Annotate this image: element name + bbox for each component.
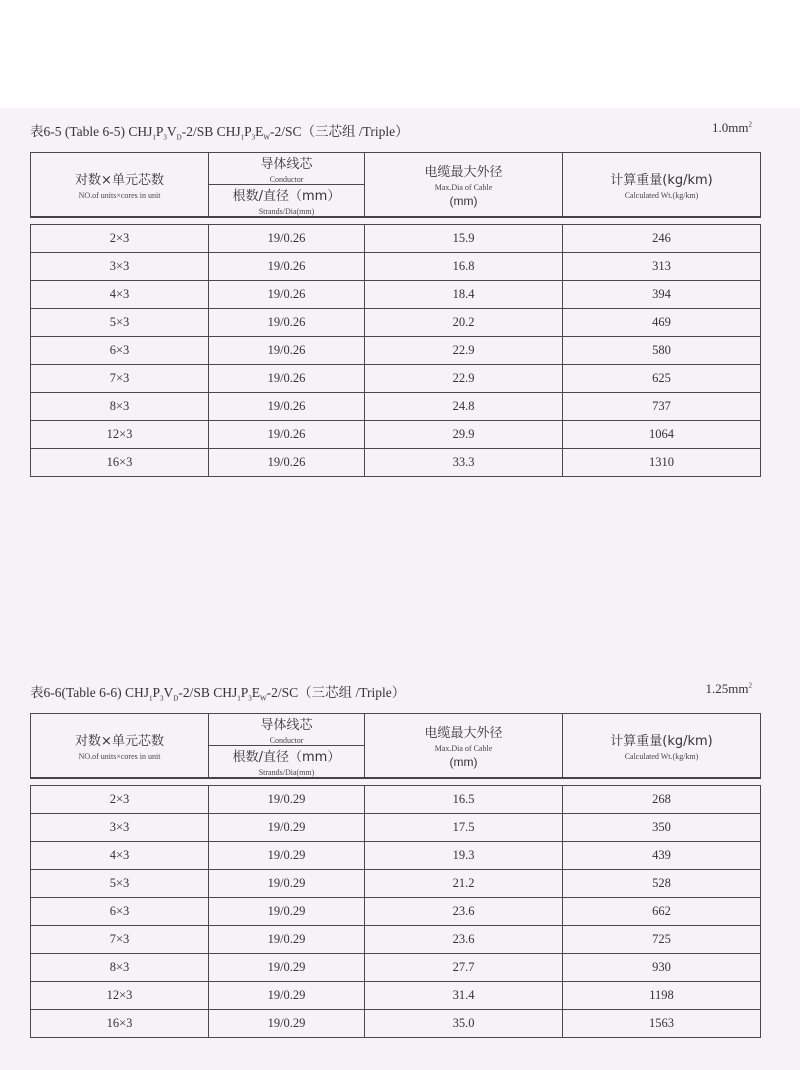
conductor-size-label <box>706 681 752 697</box>
table-row <box>31 253 761 281</box>
table-row <box>31 365 761 393</box>
title-sub: 1 <box>237 694 241 703</box>
header-max-dia <box>365 153 563 218</box>
title-part: P <box>155 124 164 139</box>
table-row <box>31 898 761 926</box>
table-cell: 662 <box>563 898 761 926</box>
table-row <box>31 393 761 421</box>
title-sub: W <box>260 694 267 703</box>
table-cell: 2×3 <box>31 225 209 253</box>
table-header <box>30 152 761 218</box>
header-en: Strands/Dia(mm) <box>258 207 315 216</box>
title-part: P <box>240 685 249 700</box>
table-cell: 16×3 <box>31 449 209 477</box>
title-sub: 3 <box>163 133 167 142</box>
table-row <box>31 954 761 982</box>
table-row <box>31 449 761 477</box>
table-body <box>30 224 761 477</box>
table-row <box>31 870 761 898</box>
table-cell: 580 <box>563 337 761 365</box>
unit-sup: 2 <box>748 681 752 690</box>
table-cell: 23.6 <box>365 898 563 926</box>
header-en: Max.Dia of Cable <box>434 744 493 753</box>
table-cell: 350 <box>563 814 761 842</box>
table-cell: 268 <box>563 786 761 814</box>
unit-value: 1.0mm <box>712 120 749 135</box>
table-cell: 16.5 <box>365 786 563 814</box>
table-cell: 19/0.29 <box>209 786 365 814</box>
table-cell: 19/0.26 <box>209 393 365 421</box>
table-cell: 35.0 <box>365 1010 563 1038</box>
title-sub: 1 <box>240 133 245 142</box>
header-pairs-cores <box>31 714 209 779</box>
table-cell: 246 <box>563 225 761 253</box>
header-unit: (mm) <box>449 755 478 769</box>
table-cell: 19/0.26 <box>209 253 365 281</box>
table-cell: 19.3 <box>365 842 563 870</box>
table-cell: 19/0.26 <box>209 309 365 337</box>
table-cell: 21.2 <box>365 870 563 898</box>
title-sub: 1 <box>149 694 153 703</box>
table-cell: 31.4 <box>365 982 563 1010</box>
header-conductor <box>209 153 365 185</box>
header-strands-dia <box>209 185 365 218</box>
table-cell: 22.9 <box>365 337 563 365</box>
table-cell: 394 <box>563 281 761 309</box>
title-part: E <box>255 124 264 139</box>
table-row <box>31 309 761 337</box>
table-cell: 19/0.26 <box>209 449 365 477</box>
table-cell: 2×3 <box>31 786 209 814</box>
table-cell: 19/0.29 <box>209 814 365 842</box>
table-cell: 625 <box>563 365 761 393</box>
header-zh: 电缆最大外径 <box>424 165 503 180</box>
table-cell: 19/0.29 <box>209 982 365 1010</box>
table-cell: 23.6 <box>365 926 563 954</box>
header-weight <box>563 714 761 779</box>
header-max-dia <box>365 714 563 779</box>
table-row <box>31 337 761 365</box>
table-cell: 1310 <box>563 449 761 477</box>
title-prefix: 表6-5 (Table 6-5) CHJ <box>30 124 153 139</box>
title-part: E <box>251 685 261 700</box>
table-cell: 19/0.29 <box>209 954 365 982</box>
header-en: Conductor <box>269 736 304 745</box>
table-cell: 3×3 <box>31 253 209 281</box>
title-suffix: -2/SC（三芯组 /Triple） <box>266 685 406 700</box>
title-prefix: 表6-6(Table 6-6) CHJ <box>30 685 150 700</box>
table-cell: 1064 <box>563 421 761 449</box>
header-zh: 计算重量(kg/km) <box>610 734 713 749</box>
table-cell: 19/0.26 <box>209 281 365 309</box>
table-cell: 528 <box>563 870 761 898</box>
header-en: Calculated Wt.(kg/km) <box>624 191 699 200</box>
table-cell: 15.9 <box>365 225 563 253</box>
table-cell: 16×3 <box>31 1010 209 1038</box>
table-cell: 439 <box>563 842 761 870</box>
table-cell: 6×3 <box>31 337 209 365</box>
table-cell: 313 <box>563 253 761 281</box>
table-cell: 725 <box>563 926 761 954</box>
header-zh: 导体线芯 <box>260 157 313 172</box>
table-cell: 22.9 <box>365 365 563 393</box>
table-title <box>30 120 409 142</box>
table-cell: 19/0.29 <box>209 1010 365 1038</box>
table-cell: 16.8 <box>365 253 563 281</box>
header-zh: 对数×单元芯数 <box>75 734 164 749</box>
title-sub: W <box>263 133 271 142</box>
title-suffix: -2/SC（三芯组 /Triple） <box>270 124 409 139</box>
table-cell: 18.4 <box>365 281 563 309</box>
table-cell: 19/0.29 <box>209 842 365 870</box>
table-row <box>31 421 761 449</box>
header-zh: 导体线芯 <box>260 718 313 733</box>
title-part: V <box>163 685 174 700</box>
title-part: P <box>244 124 252 139</box>
table-cell: 19/0.29 <box>209 926 365 954</box>
table-cell: 8×3 <box>31 393 209 421</box>
title-sub: 3 <box>251 133 256 142</box>
table-cell: 3×3 <box>31 814 209 842</box>
header-conductor <box>209 714 365 746</box>
header-en: Conductor <box>269 175 304 184</box>
table-cell: 19/0.26 <box>209 225 365 253</box>
table-row <box>31 225 761 253</box>
header-en: NO.of units×cores in unit <box>78 752 161 761</box>
table-cell: 19/0.29 <box>209 870 365 898</box>
table-cell: 5×3 <box>31 870 209 898</box>
table-cell: 5×3 <box>31 309 209 337</box>
table-row <box>31 281 761 309</box>
header-zh: 电缆最大外径 <box>424 726 503 741</box>
table-row <box>31 926 761 954</box>
table-body <box>30 785 761 1038</box>
header-weight <box>563 153 761 218</box>
title-sub: D <box>173 694 179 703</box>
table-cell: 19/0.26 <box>209 337 365 365</box>
table-cell: 737 <box>563 393 761 421</box>
unit-sup: 2 <box>748 120 752 129</box>
table-row <box>31 786 761 814</box>
title-sub: D <box>176 133 182 142</box>
title-part: V <box>166 124 177 139</box>
table-cell: 8×3 <box>31 954 209 982</box>
header-unit: (mm) <box>449 194 478 208</box>
header-zh: 对数×单元芯数 <box>75 173 164 188</box>
table-cell: 27.7 <box>365 954 563 982</box>
table-cell: 12×3 <box>31 982 209 1010</box>
header-zh: 计算重量(kg/km) <box>610 173 713 188</box>
table-cell: 19/0.29 <box>209 898 365 926</box>
table-cell: 19/0.26 <box>209 365 365 393</box>
table-cell: 19/0.26 <box>209 421 365 449</box>
table-cell: 33.3 <box>365 449 563 477</box>
table-cell: 4×3 <box>31 842 209 870</box>
title-sub: 1 <box>152 133 156 142</box>
table-cell: 24.8 <box>365 393 563 421</box>
table-row <box>31 842 761 870</box>
title-sub: 3 <box>248 694 252 703</box>
table-cell: 1563 <box>563 1010 761 1038</box>
table-cell: 17.5 <box>365 814 563 842</box>
table-cell: 469 <box>563 309 761 337</box>
unit-value: 1.25mm <box>705 681 749 696</box>
conductor-size-label <box>712 120 752 136</box>
title-part: -2/SB CHJ <box>178 685 238 700</box>
table-title <box>30 681 405 703</box>
table-cell: 930 <box>563 954 761 982</box>
title-sub: 3 <box>160 694 164 703</box>
title-part: -2/SB CHJ <box>181 124 241 139</box>
table-cell: 12×3 <box>31 421 209 449</box>
header-en: Strands/Dia(mm) <box>258 768 315 777</box>
table-cell: 4×3 <box>31 281 209 309</box>
header-strands-dia <box>209 746 365 779</box>
table-cell: 29.9 <box>365 421 563 449</box>
table-cell: 20.2 <box>365 309 563 337</box>
table-row <box>31 814 761 842</box>
table-cell: 1198 <box>563 982 761 1010</box>
table-row <box>31 982 761 1010</box>
header-en: Max.Dia of Cable <box>434 183 493 192</box>
table-cell: 7×3 <box>31 926 209 954</box>
header-pairs-cores <box>31 153 209 218</box>
table-cell: 7×3 <box>31 365 209 393</box>
title-part: P <box>152 685 161 700</box>
header-zh: 根数/直径（mm） <box>232 750 341 765</box>
table-header <box>30 713 761 779</box>
table-cell: 6×3 <box>31 898 209 926</box>
header-en: NO.of units×cores in unit <box>78 191 161 200</box>
header-zh: 根数/直径（mm） <box>232 189 341 204</box>
table-row <box>31 1010 761 1038</box>
header-en: Calculated Wt.(kg/km) <box>624 752 699 761</box>
